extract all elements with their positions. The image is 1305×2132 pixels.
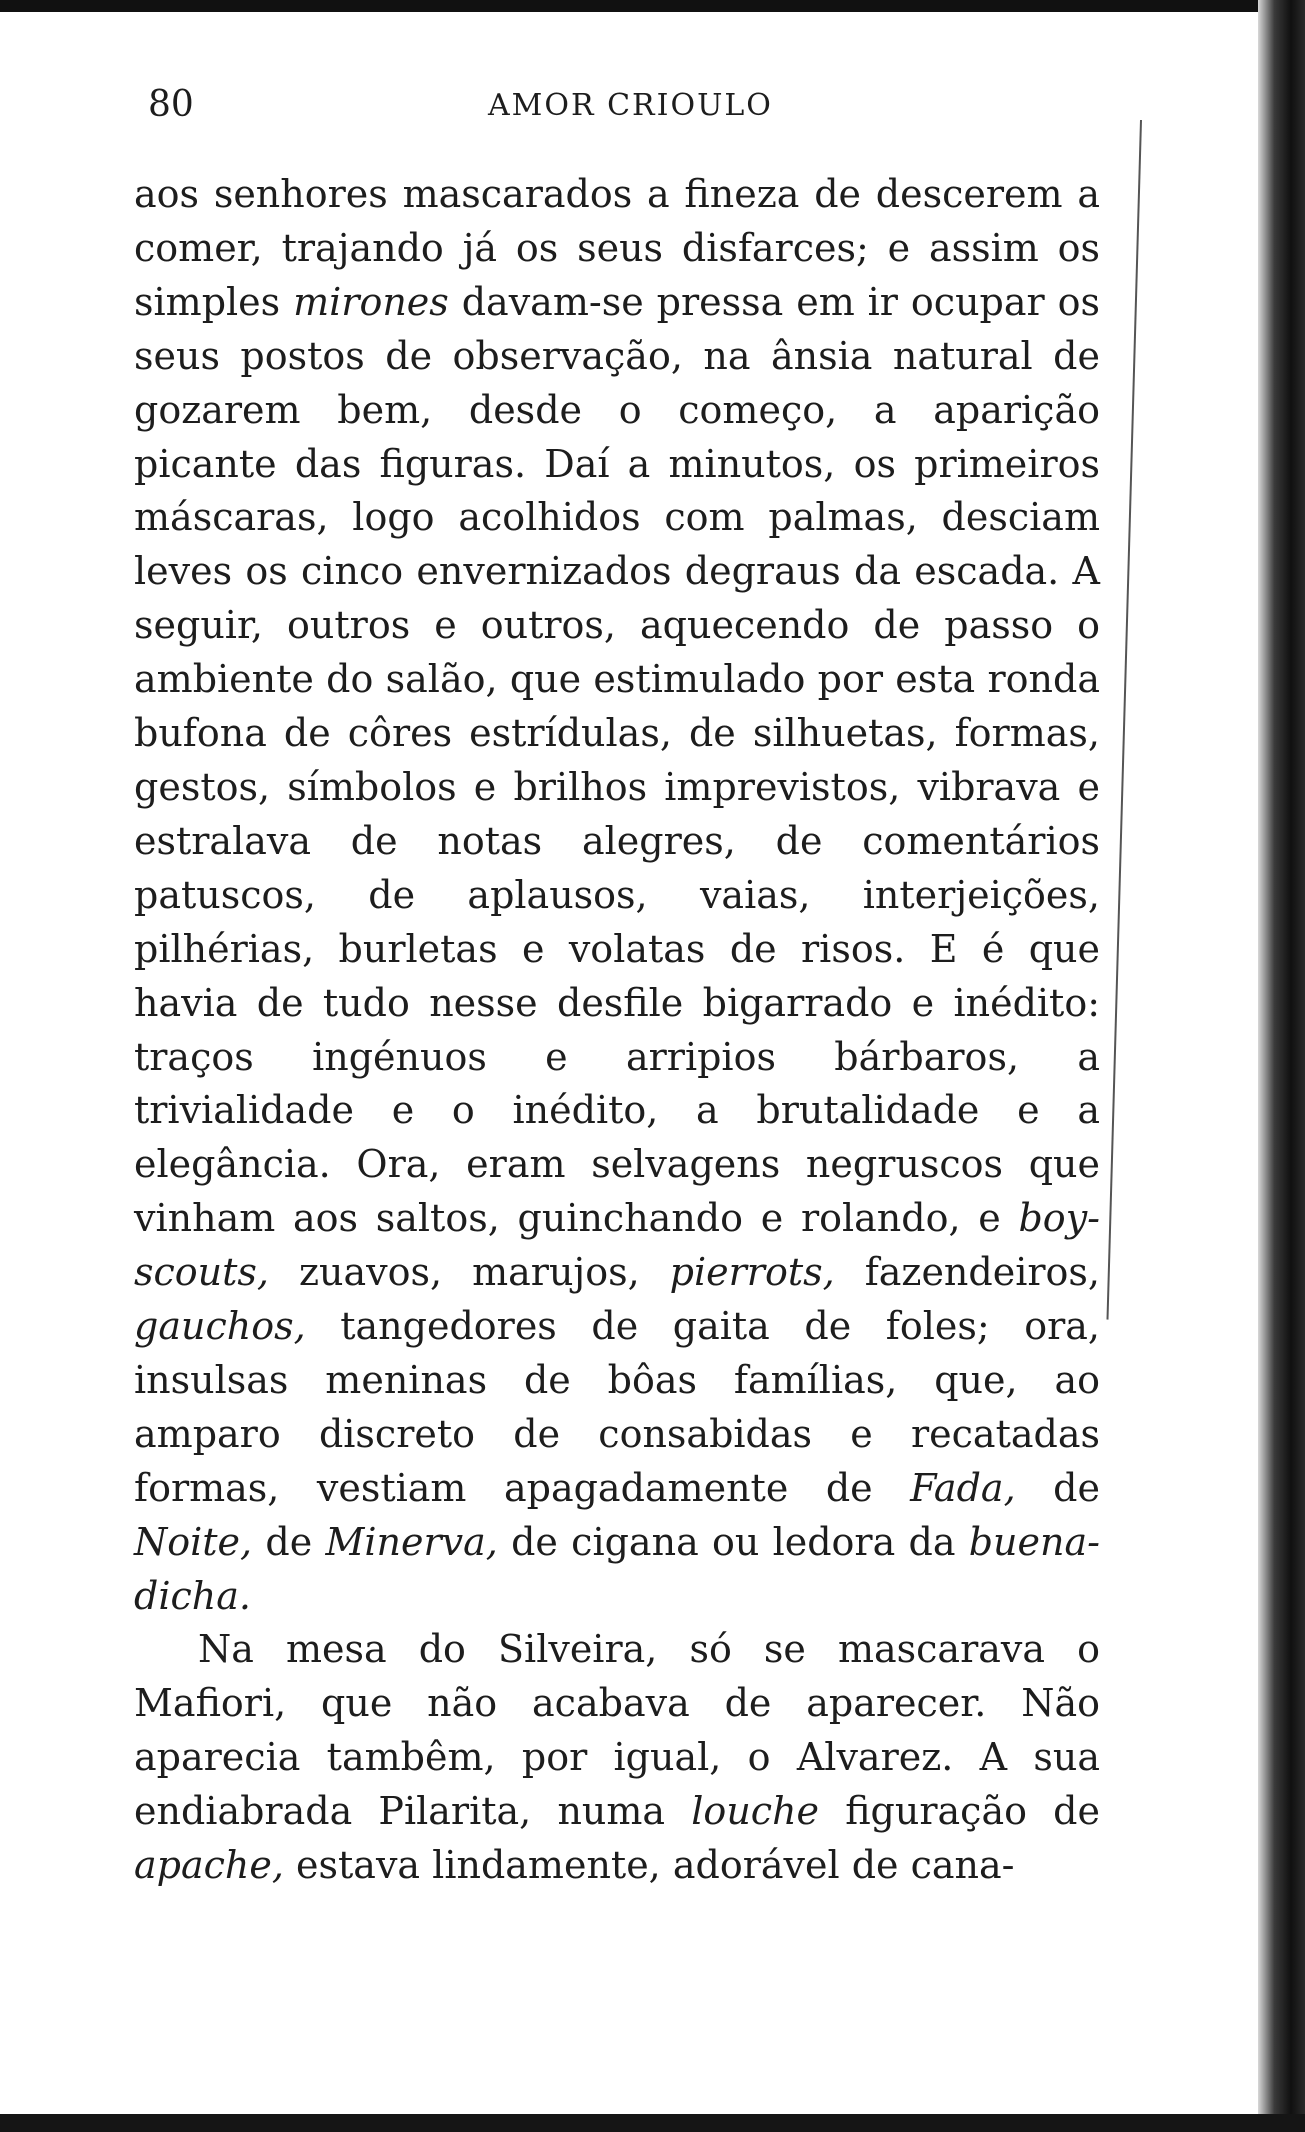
book-spine xyxy=(1258,0,1305,2132)
page-header xyxy=(148,84,1198,134)
paragraph-2: Na mesa do Silveira, só se mascarava o Mafiori, que não acabava de aparecer. Não aparecia tambêm, por igual, o Alvarez. A sua endiabrada Pilarita, numa louche figuração de apache, estava lindamente, adorável de cana- xyxy=(134,1627,1100,1888)
top-border xyxy=(0,0,1305,12)
page-number: 80 xyxy=(148,84,194,125)
bottom-border xyxy=(0,2114,1305,2132)
paragraph-1: aos senhores mascarados a fineza de descerem a comer, trajando já os seus disfarces; e assim os simples mirones davam-se pressa em ir ocupar os seus postos de observação, na ânsia natural de gozarem bem, desde o começo, a aparição picante das figuras. Daí a minutos, os primeiros máscaras, logo acolhidos com palmas, desciam leves os cinco envernizados degraus da escada. A seguir, outros e outros, aquecendo de passo o ambiente do salão, que estimulado por esta ronda bufona de côres estrídulas, de silhuetas, formas, gestos, símbolos e brilhos imprevistos, vibrava e estralava de notas alegres, de comentários patuscos, de aplausos, vaias, interjeições, pilhérias, burletas e volatas de risos. E é que havia de tudo nesse desfile bigarrado e inédito: traços ingénuos e arripios bárbaros, a trivialidade e o inédito, a brutalidade e a elegância. Ora, eram selvagens negruscos que vinham aos saltos, guinchando e rolando, e boy-scouts, zuavos, marujos, pierrots, fazendeiros, gauchos, tangedores de gaita de foles; ora, insulsas meninas de bôas famílias, que, ao amparo discreto de consabidas e recatadas formas, vestiam apagadamente de Fada, de Noite, de Minerva, de cigana ou ledora da buena-dicha. xyxy=(134,172,1101,1618)
page-edge-line xyxy=(1106,120,1142,1320)
body-text xyxy=(134,168,1100,1893)
running-title: AMOR CRIOULO xyxy=(488,88,773,123)
